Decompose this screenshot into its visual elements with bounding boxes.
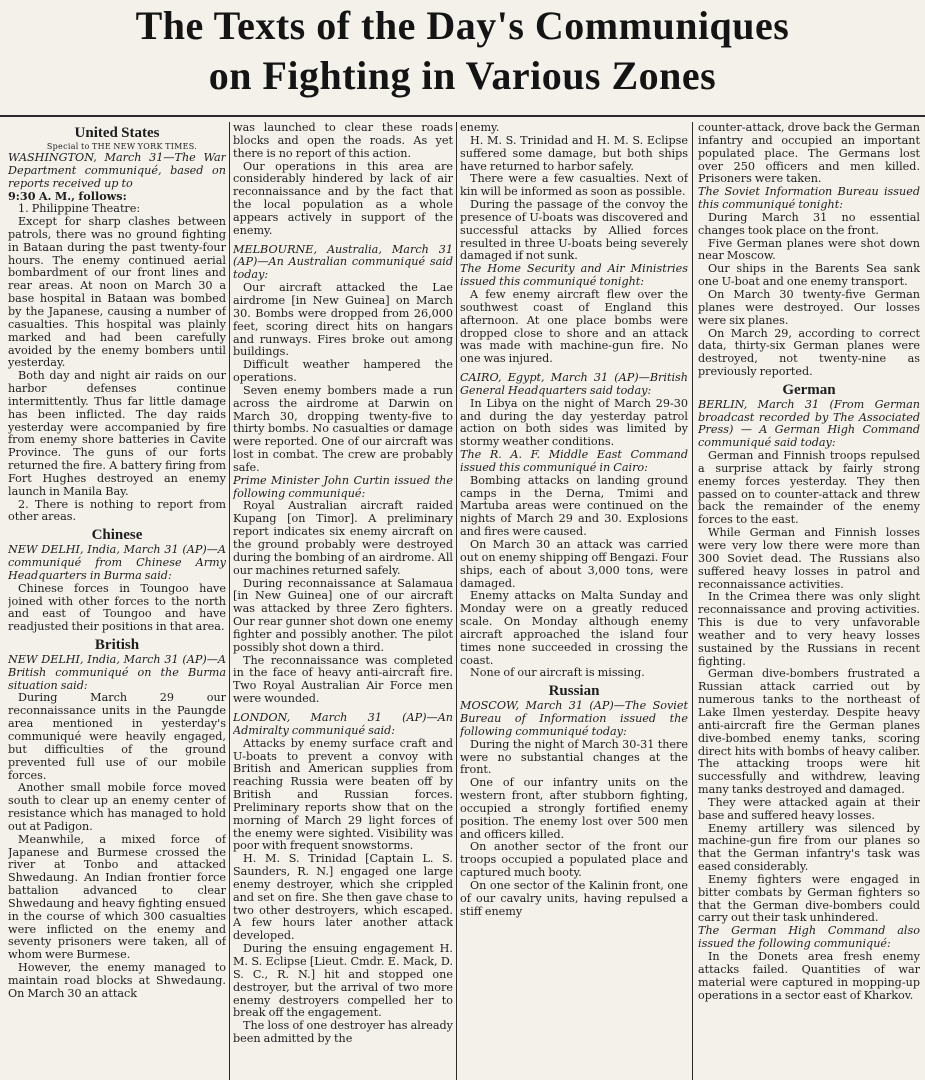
- dateline: NEW DELHI, India, March 31 (AP)—A communiqué from Chinese Army Headquarters in Burma said:: [8, 543, 226, 582]
- paragraph: The loss of one destroyer has already been admitted by the: [233, 1019, 453, 1046]
- paragraph: Attacks by enemy surface craft and U-boats to prevent a convoy with British and American supplies from reaching Russia were beaten off by British and Russian forces. Preliminary reports show that on the morning of March 29 light forces of the enemy were sighted. Visibility was poor with frequent snowstorms.: [233, 736, 453, 853]
- paragraph: Seven enemy bombers made a run across the airdrome at Darwin on March 30, dropping twenty-five to thirty bombs. No casualties or damage were reported. One of our aircraft was lost in combat. The crew are probably safe.: [233, 383, 453, 474]
- dateline: The R. A. F. Middle East Command issued this communiqué in Cairo:: [460, 448, 688, 474]
- dateline: MELBOURNE, Australia, March 31 (AP)—An Australian communiqué said today:: [233, 242, 453, 282]
- column-rule: [456, 122, 457, 1080]
- headline-line-1: The Texts of the Day's Communiques: [135, 3, 790, 48]
- paragraph: German dive-bombers frustrated a Russian attack carried out by numerous tanks to the northeast of Lake Ilmen yesterday. Despite heavy anti-aircraft fire the German planes dive-bombed enemy tanks, scoring direct hits with bombs of heavy caliber. The attacking troops were hit successfully and withdrew, leaving many tanks destroyed and damaged.: [698, 667, 920, 797]
- paragraph: Our ships in the Barents Sea sank one U-boat and one enemy transport.: [698, 262, 920, 289]
- column-1: [8, 122, 226, 1080]
- paragraph: On another sector of the front our troops occupied a populated place and captured much booty.: [460, 840, 688, 880]
- paragraph: In the Crimea there was only slight reconnaissance and proving activities. This is due to very unfavorable weather and to very heavy losses sustained by the Russians in recent fighting.: [698, 590, 920, 668]
- paragraph: On March 30 an attack was carried out on enemy shipping off Bengazi. Four ships, each of about 3,000 tons, were damaged.: [460, 538, 688, 590]
- paragraph: During the ensuing engagement H. M. S. Eclipse [Lieut. Cmdr. E. Mack, D. S. C., R. N.] hit and stopped one destroyer, but the arrival of two more enemy destroyers compelled her to break off the engagement.: [233, 942, 453, 1020]
- paragraph: The reconnaissance was completed in the face of heavy anti-aircraft fire. Two Royal Australian Air Force men were wounded.: [233, 653, 453, 706]
- paragraph: Five German planes were shot down near Moscow.: [698, 236, 920, 263]
- special-credit: Special to THE NEW YORK TIMES.: [46, 141, 198, 151]
- dateline: MOSCOW, March 31 (AP)—The Soviet Bureau of Information issued the following communiqué today:: [460, 699, 688, 738]
- paragraph: 2. There is nothing to report from other areas.: [8, 497, 226, 524]
- paragraph: During reconnaissance at Salamaua [in New Guinea] one of our aircraft was attacked by three Zero fighters. Our rear gunner shot down one enemy fighter and possibly another. The pilot possibly shot down a third.: [233, 576, 453, 654]
- paragraph: Difficult weather hampered the operations.: [233, 358, 453, 385]
- paragraph: On one sector of the Kalinin front, one of our cavalry units, having repulsed a stiff enemy: [460, 878, 688, 918]
- paragraph: However, the enemy managed to maintain road blocks at Shwedaung. On March 30 an attack: [8, 961, 226, 1000]
- paragraph: During March 31 no essential changes took place on the front.: [698, 210, 920, 237]
- paragraph: German and Finnish troops repulsed a surprise attack by fairly strong enemy forces yesterday. They then passed on to counter-attack and threw back the remainder of the enemy forces to the east.: [698, 449, 920, 527]
- dateline: The Home Security and Air Ministries issued this communiqué tonight:: [460, 262, 688, 289]
- paragraph: In the Donets area fresh enemy attacks failed. Quantities of war material were captured in mopping-up operations in a sector east of Kharkov.: [698, 950, 920, 1002]
- column-rule: [692, 122, 693, 1080]
- section-heading-chinese: Chinese: [91, 527, 143, 544]
- dateline: The German High Command also issued the following communiqué:: [698, 924, 920, 951]
- dateline: NEW DELHI, India, March 31 (AP)—A British communiqué on the Burma situation said:: [8, 652, 226, 692]
- paragraph: was launched to clear these roads blocks and open the roads. As yet there is no report of this action.: [233, 122, 453, 160]
- paragraph: 1. Philippine Theatre:: [18, 202, 141, 216]
- headline: [0, 0, 925, 112]
- paragraph: One of our infantry units on the western front, after stubborn fighting, occupied a strongly fortified enemy position. The enemy lost over 500 men and officers killed.: [460, 776, 688, 841]
- paragraph: While German and Finnish losses were very low there were more than 300 Soviet dead. The Russians also suffered heavy losses in patrol and reconnaissance activities.: [698, 526, 920, 591]
- section-heading-british: British: [94, 637, 140, 654]
- dateline: LONDON, March 31 (AP)—An Admiralty communiqué said:: [233, 710, 453, 737]
- dateline: The Soviet Information Bureau issued this communiqué tonight:: [698, 185, 920, 212]
- paragraph: During March 29 our reconnaissance units in the Paungde area mentioned in yesterday's communiqué were heavily engaged, but difficulties of the ground prevented full use of our mobile forces.: [8, 691, 226, 782]
- column-4: [698, 122, 920, 1080]
- paragraph: Another small mobile force moved south to clear up an enemy center of resistance which has managed to hold out at Padigon.: [8, 781, 226, 833]
- paragraph: Enemy fighters were engaged in bitter combats by German fighters so that the German dive-bombers could carry out their task unhindered.: [698, 872, 920, 925]
- dateline: WASHINGTON, March 31—The War Department communiqué, based on reports received up to: [8, 150, 226, 190]
- paragraph: They were attacked again at their base and suffered heavy losses.: [698, 795, 920, 822]
- time-line: 9:30 A. M., follows:: [8, 189, 127, 204]
- paragraph: Bombing attacks on landing ground camps in the Derna, Tmimi and Martuba areas were continued on the nights of March 29 and 30. Explosions and fires were caused.: [460, 473, 688, 539]
- paragraph: enemy.: [460, 122, 500, 134]
- top-rule: [0, 115, 925, 117]
- headline-line-2: on Fighting in Various Zones: [208, 53, 717, 98]
- section-heading-russian: Russian: [548, 683, 600, 700]
- paragraph: A few enemy aircraft flew over the southwest coast of England this afternoon. At one place bombs were dropped close to shore and an attack was made with machine-gun fire. No one was injured.: [460, 287, 688, 366]
- paragraph: H. M. S. Trinidad [Captain L. S. Saunders, R. N.] engaged one large enemy destroyer, which she crippled and set on fire. She then gave chase to two other destroyers, which escaped. A few hours later another attack developed.: [233, 852, 453, 943]
- paragraph: During the passage of the convoy the presence of U-boats was discovered and successful attacks by Allied forces resulted in three U-boats being severely damaged if not sunk.: [460, 198, 688, 263]
- paragraph: Both day and night air raids on our harbor defenses continue intermittently. Thus far little damage has been inflicted. The day raids yesterday were accompanied by fire from enemy shore batteries in Cavite Province. The guns of our forts returned the fire. A battery firing from Fort Hughes destroyed an enemy launch in Manila Bay.: [8, 369, 226, 498]
- paragraph: Enemy artillery was silenced by machine-gun fire from our planes so that the German infantry's task was eased considerably.: [698, 821, 920, 874]
- paragraph: H. M. S. Trinidad and H. M. S. Eclipse suffered some damage, but both ships have returned to harbor safely.: [460, 133, 688, 173]
- paragraph: None of our aircraft is missing.: [470, 666, 645, 680]
- paragraph: Meanwhile, a mixed force of Japanese and Burmese crossed the river at Tonbo and attacked Shwedaung. An Indian frontier force battalion advanced to clear Shwedaung and heavy fighting ensued in the course of which 300 casualties were inflicted on the enemy and seventy prisoners were taken, all of whom were Burmese.: [8, 832, 226, 962]
- paragraph: counter-attack, drove back the German infantry and occupied an important populated place. The Germans lost over 250 officers and men killed. Prisoners were taken.: [698, 122, 920, 186]
- dateline: Prime Minister John Curtin issued the following communiqué:: [233, 473, 453, 500]
- paragraph: On March 29, according to correct data, thirty-six German planes were destroyed, not twenty-nine as previously reported.: [698, 326, 920, 379]
- paragraph: Royal Australian aircraft raided Kupang [on Timor]. A preliminary report indicates six enemy aircraft on the ground probably were destroyed during the bombing of an airdrome. All our machines returned safely.: [233, 499, 453, 577]
- section-heading-german: German: [782, 381, 836, 398]
- paragraph: On March 30 twenty-five German planes were destroyed. Our losses were six planes.: [698, 287, 920, 327]
- column-2: [233, 122, 453, 1080]
- column-rule: [229, 122, 230, 1080]
- paragraph: Our operations in this area are considerably hindered by lack of air reconnaissance and by the fact that the local population as a whole appears actively in support of the enemy.: [233, 159, 453, 237]
- dateline: BERLIN, March 31 (From German broadcast recorded by The Associated Press) — A German High Command communiqué said today:: [698, 397, 920, 450]
- paragraph: In Libya on the night of March 29-30 and during the day yesterday patrol action on both sides was limited by stormy weather conditions.: [460, 396, 688, 449]
- paragraph: Except for sharp clashes between patrols, there was no ground fighting in Bataan during the past twenty-four hours. The enemy continued aerial bombardment of our front lines and rear areas. At noon on March 30 a base hospital in Bataan was bombed by the Japanese, causing a number of casualties. This hospital was plainly marked and had been carefully avoided by the enemy bombers until yesterday.: [8, 215, 226, 370]
- section-heading-united-states: United States: [74, 125, 160, 141]
- column-3: [460, 122, 688, 1080]
- paragraph: Our aircraft attacked the Lae airdrome [in New Guinea] on March 30. Bombs were dropped from 26,000 feet, scoring direct hits on hangars and runways. Fires broke out among buildings.: [233, 281, 453, 359]
- paragraph: During the night of March 30-31 there were no substantial changes at the front.: [460, 737, 688, 777]
- paragraph: There were a few casualties. Next of kin will be informed as soon as possible.: [460, 172, 688, 199]
- paragraph: Chinese forces in Toungoo have joined with other forces to the north and east of Toungoo and have readjusted their positions in that area.: [8, 581, 226, 634]
- paragraph: Enemy attacks on Malta Sunday and Monday were on a greatly reduced scale. On Monday although enemy aircraft approached the island four times none succeeded in crossing the coast.: [460, 589, 688, 667]
- dateline: CAIRO, Egypt, March 31 (AP)—British General Headquarters said today:: [460, 371, 688, 397]
